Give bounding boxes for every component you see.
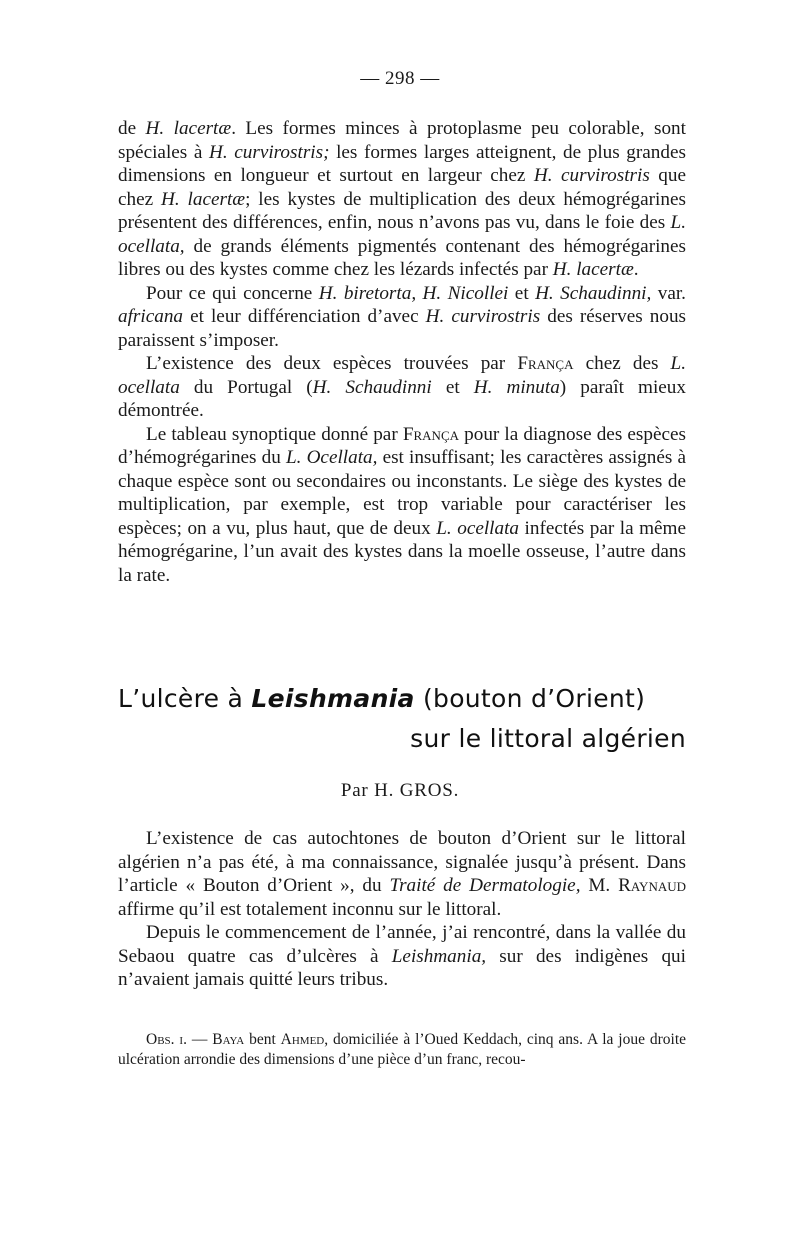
paragraph — [118, 282, 686, 353]
text: et — [508, 282, 536, 304]
species-name: L. ocellata — [118, 353, 686, 398]
species-name: H. lacertæ — [552, 259, 634, 280]
article-author: Par H. GROS. — [340, 780, 460, 801]
text: Depuis le commencement de l’année, j’ai rencontré, dans la vallée du Sebaou quatre cas d’ulcères à — [118, 922, 686, 967]
text: que chez — [118, 165, 686, 210]
species-name: H. Schaudinni — [312, 376, 432, 398]
species-name: H. curvirostris; — [208, 141, 330, 163]
paragraph — [118, 117, 686, 282]
previous-article-conclusion — [118, 117, 686, 587]
article-title-line-2: sur le littoral algérien — [410, 724, 686, 753]
species-name: L. ocellata, — [118, 212, 686, 257]
observation-note — [118, 1030, 686, 1070]
text: . Les formes minces à protoplasme peu colorable, sont spéciales à — [118, 118, 686, 163]
text: et leur différenciation d’avec — [183, 306, 426, 327]
text: du Portugal ( — [179, 376, 313, 398]
text: Pour ce qui concerne — [146, 282, 319, 304]
text: est insuffisant; les caractères assignés à chaque espèce sont ou secondaires ou inconstants. Le siège des kystes de multiplication, par exemple, est trop variable pour caractériser les espèces; on a vu, plus haut, que de deux — [118, 447, 686, 539]
text: les formes larges atteignent, de plus grandes dimensions en longueur et surtout en largeur chez — [118, 141, 686, 186]
paragraph — [118, 921, 686, 992]
patient-name: Baya — [212, 1031, 245, 1048]
text: — — [186, 1031, 213, 1048]
text: affirme qu’il est totalement inconnu sur le littoral. — [118, 898, 502, 920]
species-name: africana — [118, 306, 184, 327]
text: infectés par la même hémogrégarine, l’un avait des kystes dans la moelle osseuse, l’autre dans la rate. — [118, 517, 687, 586]
text: L’ulcère à — [118, 684, 252, 713]
text: M. — [580, 875, 619, 896]
book-title: Traité de Dermatologie, — [389, 875, 581, 896]
species-name: H. minuta — [473, 376, 560, 398]
article-title-line-1 — [118, 684, 686, 713]
text: (bouton d’Orient) — [414, 684, 646, 713]
genus-name: Leishmania — [251, 684, 415, 713]
text: domiciliée à l’Oued Keddach, cinq ans. A la joue droite ulcération arrondie des dimensions d’une pièce d’un franc, recou- — [118, 1031, 687, 1068]
text: de — [118, 118, 146, 139]
page-number: — 298 — — [360, 68, 440, 89]
text: ) paraît mieux démontrée. — [118, 376, 686, 421]
author-name: Raynaud — [618, 875, 686, 896]
species-name: H. lacertæ — [145, 118, 232, 139]
text: L’existence des deux espèces trouvées par — [146, 353, 518, 374]
observation-label: Obs. i. — [146, 1031, 187, 1048]
paragraph — [118, 352, 686, 423]
author-name: França — [517, 353, 574, 374]
species-name: H. curvirostris — [533, 165, 650, 186]
text: ; les kystes de multiplication des deux hémogrégarines présentent des différences, enfin, nous n’avons pas vu, dans le foie des — [118, 188, 686, 233]
text: . — [633, 259, 639, 280]
text: Le tableau synoptique donné par — [146, 423, 403, 445]
genus-name: Leishmania, — [391, 945, 487, 967]
text: de grands éléments pigmentés contenant des hémogrégarines libres ou des kystes comme chez les lézards infectés par — [118, 235, 686, 280]
paragraph — [118, 423, 686, 588]
species-name: L. ocellata — [436, 517, 520, 539]
article-body — [118, 827, 686, 992]
text: bent — [244, 1031, 281, 1048]
text: L’existence de cas autochtones de bouton d’Orient sur le littoral algérien n’a pas été, à ma connaissance, signalée jusqu’à présent. Dans l’article « Bouton d’Orient », du — [118, 828, 686, 896]
species-name: L. Ocellata, — [285, 447, 378, 468]
patient-name: Ahmed, — [280, 1031, 329, 1048]
species-name: H. Schaudinni, — [535, 282, 652, 304]
text: et — [431, 376, 474, 398]
species-name: H. curvirostris — [425, 306, 541, 327]
text: pour la diagnose des espèces d’hémogrégarines du — [118, 423, 686, 468]
text: des réserves nous paraissent s’imposer. — [118, 306, 686, 351]
species-name: H. lacertæ — [161, 188, 246, 210]
species-name: H. biretorta, H. Nicollei — [318, 282, 509, 304]
paragraph — [118, 827, 686, 921]
text: var. — [651, 282, 686, 304]
text: chez des — [573, 353, 671, 374]
text: sur des indigènes qui n’avaient jamais quitté leurs tribus. — [118, 945, 686, 990]
author-name: França — [402, 423, 460, 445]
